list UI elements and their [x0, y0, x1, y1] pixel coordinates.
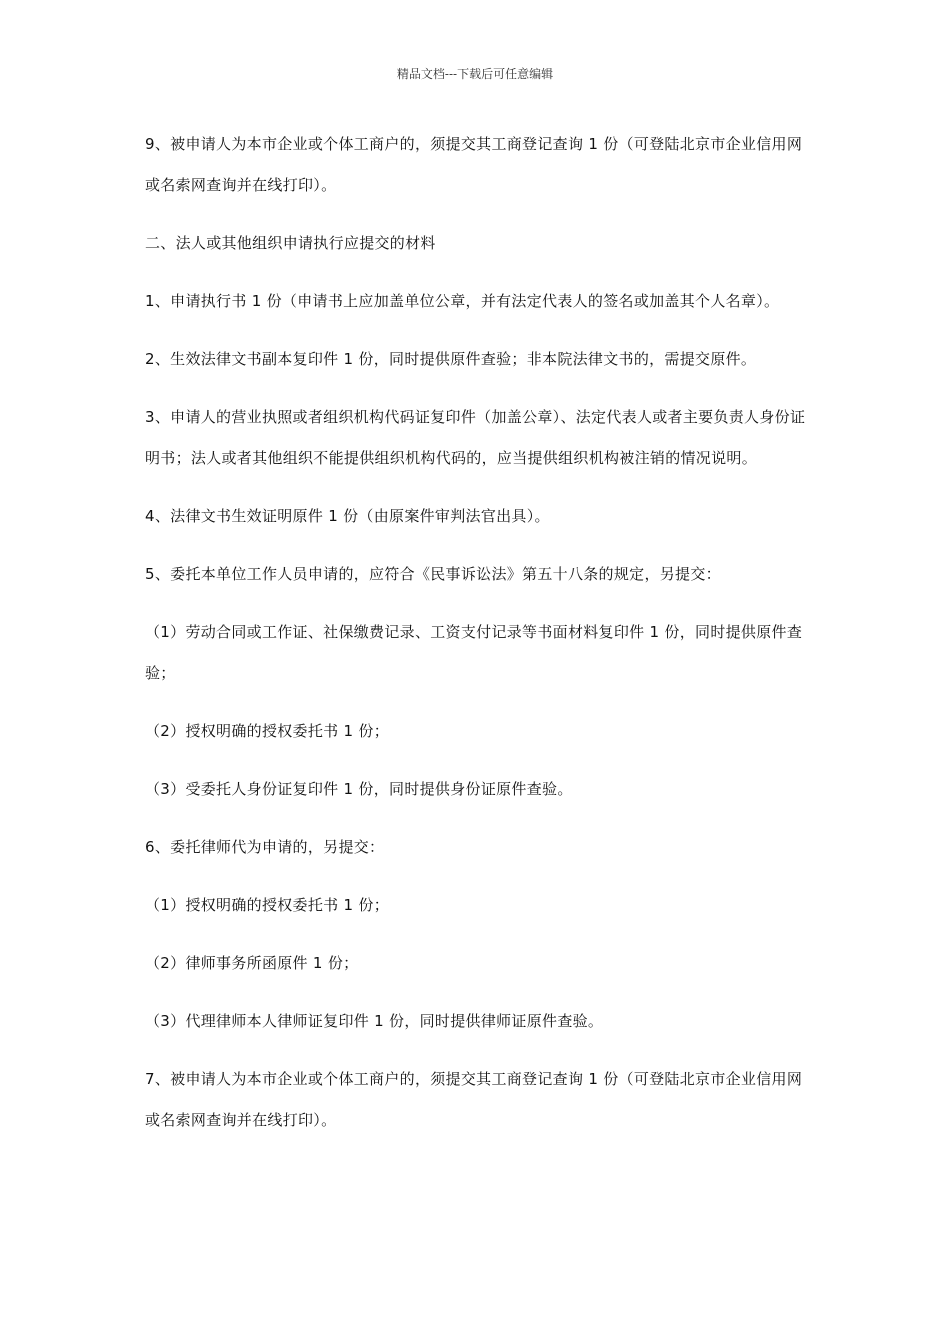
- section-heading-legal-person: 二、法人或其他组织申请执行应提交的材料: [145, 234, 436, 252]
- paragraph-item-5-sub-2: （2）授权明确的授权委托书 1 份；: [145, 722, 390, 740]
- paragraph-item-6-sub-3: （3）代理律师本人律师证复印件 1 份，同时提供律师证原件查验。: [145, 1012, 604, 1030]
- document-body: [145, 124, 809, 1158]
- paragraph-item-5-sub-1: （1）劳动合同或工作证、社保缴费记录、工资支付记录等书面材料复印件 1 份，同时提供原件查验；: [145, 623, 803, 682]
- paragraph-item-3: 3、申请人的营业执照或者组织机构代码证复印件（加盖公章）、法定代表人或者主要负责人身份证明书；法人或者其他组织不能提供组织机构代码的，应当提供组织机构被注销的情况说明。: [145, 408, 806, 467]
- paragraph-item-6-sub-1: （1）授权明确的授权委托书 1 份；: [145, 896, 390, 914]
- paragraph-item-7: 7、被申请人为本市企业或个体工商户的，须提交其工商登记查询 1 份（可登陆北京市企业信用网或名索网查询并在线打印）。: [145, 1070, 803, 1129]
- paragraph-item-5: 5、委托本单位工作人员申请的，应符合《民事诉讼法》第五十八条的规定，另提交：: [145, 565, 721, 583]
- paragraph-item-9: 9、被申请人为本市企业或个体工商户的，须提交其工商登记查询 1 份（可登陆北京市企业信用网或名索网查询并在线打印）。: [145, 135, 803, 194]
- paragraph-item-4: 4、法律文书生效证明原件 1 份（由原案件审判法官出具）。: [145, 507, 550, 525]
- paragraph-item-2: 2、生效法律文书副本复印件 1 份，同时提供原件查验；非本院法律文书的，需提交原件。: [145, 350, 757, 368]
- paragraph-item-5-sub-3: （3）受委托人身份证复印件 1 份，同时提供身份证原件查验。: [145, 780, 573, 798]
- page-header: 精品文档---下载后可任意编辑: [396, 67, 554, 81]
- paragraph-item-6: 6、委托律师代为申请的，另提交：: [145, 838, 385, 856]
- paragraph-item-6-sub-2: （2）律师事务所函原件 1 份；: [145, 954, 359, 972]
- paragraph-item-1: 1、申请执行书 1 份（申请书上应加盖单位公章，并有法定代表人的签名或加盖其个人名章）。: [145, 292, 780, 310]
